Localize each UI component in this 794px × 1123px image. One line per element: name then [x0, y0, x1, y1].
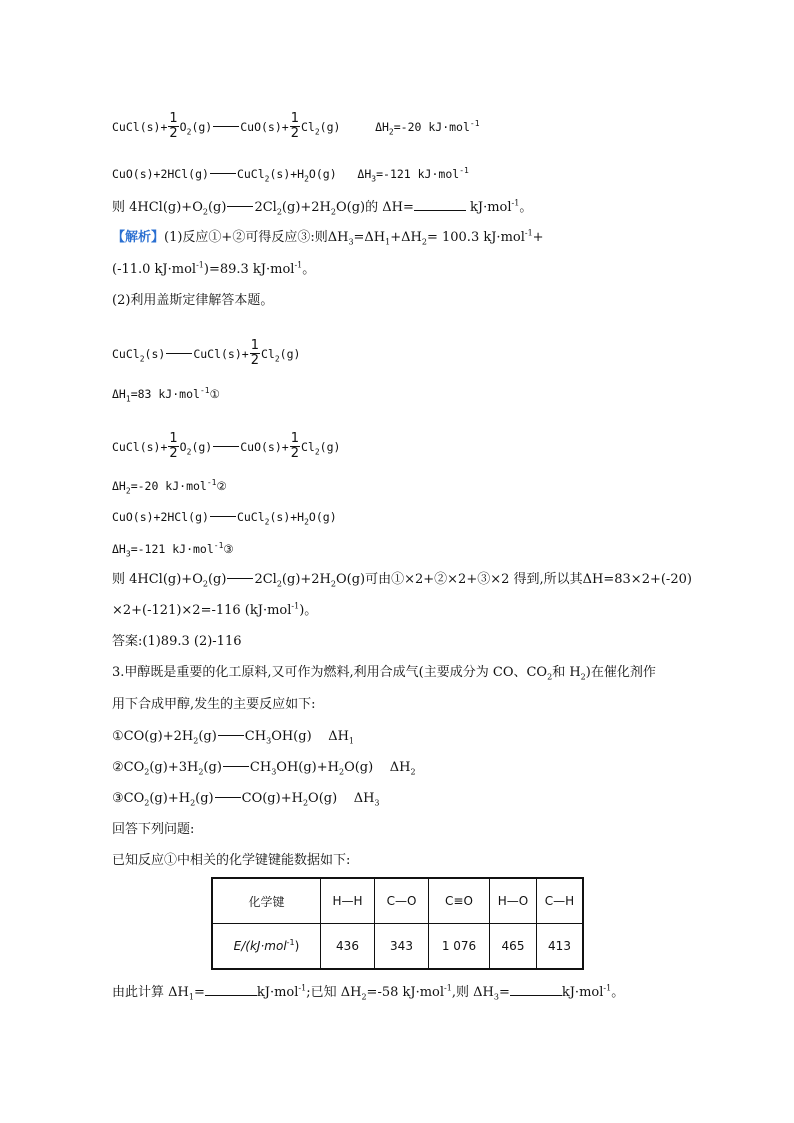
sum-line-2: ×2+(-121)×2=-116 (kJ·mol$^{-1}$)。: [112, 601, 318, 618]
fraction-half: $\frac{1}{2}$: [169, 431, 178, 461]
reaction-2: $②CO_2(g)+3H_2(g)$ $CH_3OH(g)+H_2O(g)$ $\Delta H_2$: [112, 760, 416, 777]
final-question-line: 由此计算 $\Delta H_1= kJ\cdot mol^{-1}$;已知 $\Delta H_2=-58$ kJ·mol$^{-1}$,则 $\Delta H_3= kJ\cdot mol^{-1}$。: [112, 983, 625, 1002]
bond-energy-table: [211, 877, 584, 970]
reaction-equals-icon: [210, 173, 236, 174]
bond-name-cell: C—H: [537, 878, 584, 924]
fraction-half: $\frac{1}{2}$: [169, 111, 178, 141]
analysis-tag: 【解析】: [112, 230, 165, 245]
question-3-line-1: 3.甲醇既是重要的化工原料,又可作为燃料,利用合成气(主要成分为 CO、$CO_2$和 $H_2$)在催化剂作: [112, 665, 656, 682]
reaction-equals-icon: [213, 126, 239, 127]
answer-blank-dh1[interactable]: [205, 983, 257, 996]
reaction-equals-icon: [210, 516, 236, 517]
equation-2: CuCl(s)+ $\frac{1}{2}$ $O_2(g)$ CuO(s)+ $\frac{1}{2}$ $Cl_2(g)$: [112, 431, 341, 461]
fraction-half: $\frac{1}{2}$: [250, 338, 259, 368]
bond-name-cell: C≡O: [429, 878, 490, 924]
energy-header-cell: E/(kJ·mol$^{-1}$): [212, 924, 321, 970]
reaction-equals-icon: [227, 206, 253, 207]
reaction-equals-icon: [215, 797, 241, 798]
analysis-line-2: (-11.0 kJ·mol$^{-1}$)=89.3 kJ·mol$^{-1}$。: [112, 260, 316, 277]
energy-cell: 436: [321, 924, 375, 970]
question-3-line-2: 用下合成甲醇,发生的主要反应如下:: [112, 697, 316, 712]
bond-name-cell: H—O: [490, 878, 537, 924]
bond-name-cell: H—H: [321, 878, 375, 924]
bond-name-cell: C—O: [375, 878, 429, 924]
answer-blank-dh3[interactable]: [510, 983, 562, 996]
reaction-equals-icon: [227, 578, 253, 579]
answer-blank[interactable]: [414, 198, 466, 211]
equation-cucl-o2: CuCl(s)+ $\frac{1}{2}$ $O_2(g)$ CuO(s)+ $\frac{1}{2}$ $Cl_2(g)$ $\Delta H_2=-20$ kJ·mol$^{-1}$: [112, 111, 480, 141]
equation-3: CuO(s)+2HCl(g) $CuCl_2(s)+H_2O(g)$: [112, 510, 337, 527]
energy-cell: 413: [537, 924, 584, 970]
reaction-equals-icon: [223, 766, 249, 767]
equation-1: CuCl$_2$(s) CuCl(s)+ $\frac{1}{2}$ $Cl_2(g)$: [112, 338, 301, 368]
hess-intro: (2)利用盖斯定律解答本题。: [112, 293, 274, 308]
fraction-half: $\frac{1}{2}$: [290, 431, 299, 461]
delta-h-2: $\Delta H_2=-20$ kJ·mol$^{-1}$②: [112, 478, 227, 496]
analysis-line-1: 【解析】(1)反应①+②可得反应③:则$\Delta H_3=\Delta H_1+\Delta H_2= 100.3$ kJ·mol$^{-1}$+: [112, 228, 544, 247]
reaction-1: $①CO(g)+2H_2(g)$ $CH_3OH(g)$ $\Delta H_1$: [112, 729, 355, 746]
reaction-equals-icon: [166, 353, 192, 354]
equation-cuo-hcl: CuO(s)+2HCl(g) $CuCl_2(s)+H_2O(g)$ $\Delta H_3=-121$ kJ·mol$^{-1}$: [112, 166, 469, 184]
table-intro: 已知反应①中相关的化学键键能数据如下:: [112, 853, 351, 868]
table-row: [212, 878, 583, 924]
fraction-half: $\frac{1}{2}$: [290, 111, 299, 141]
delta-h-3: $\Delta H_3=-121$ kJ·mol$^{-1}$③: [112, 541, 234, 559]
reaction-equals-icon: [218, 735, 244, 736]
delta-h-1: $\Delta H_1=83$ kJ·mol$^{-1}$①: [112, 386, 220, 404]
answer-line: 答案:(1)89.3 (2)-116: [112, 634, 242, 649]
table-row: [212, 924, 583, 970]
prompt-line: 回答下列问题:: [112, 822, 195, 837]
energy-cell: 343: [375, 924, 429, 970]
reaction-3: $③CO_2(g)+H_2(g)$ $CO(g)+H_2O(g)$ $\Delta H_3$: [112, 791, 380, 808]
energy-cell: 1 076: [429, 924, 490, 970]
table-header-cell: 化学键: [212, 878, 321, 924]
energy-cell: 465: [490, 924, 537, 970]
sum-line-1: 则 $4HCl(g)+O_2(g)$ $2Cl_2(g)+2H_2O(g)$可由①×2+②×2+③×2 得到,所以其ΔH=83×2+(-20): [112, 572, 692, 589]
reaction-equals-icon: [213, 446, 239, 447]
question-line: 则 $4HCl(g)+O_2(g)$ $2Cl_2(g)+2H_2O(g)$的 ΔH= kJ·mol$^{-1}$。: [112, 198, 533, 217]
